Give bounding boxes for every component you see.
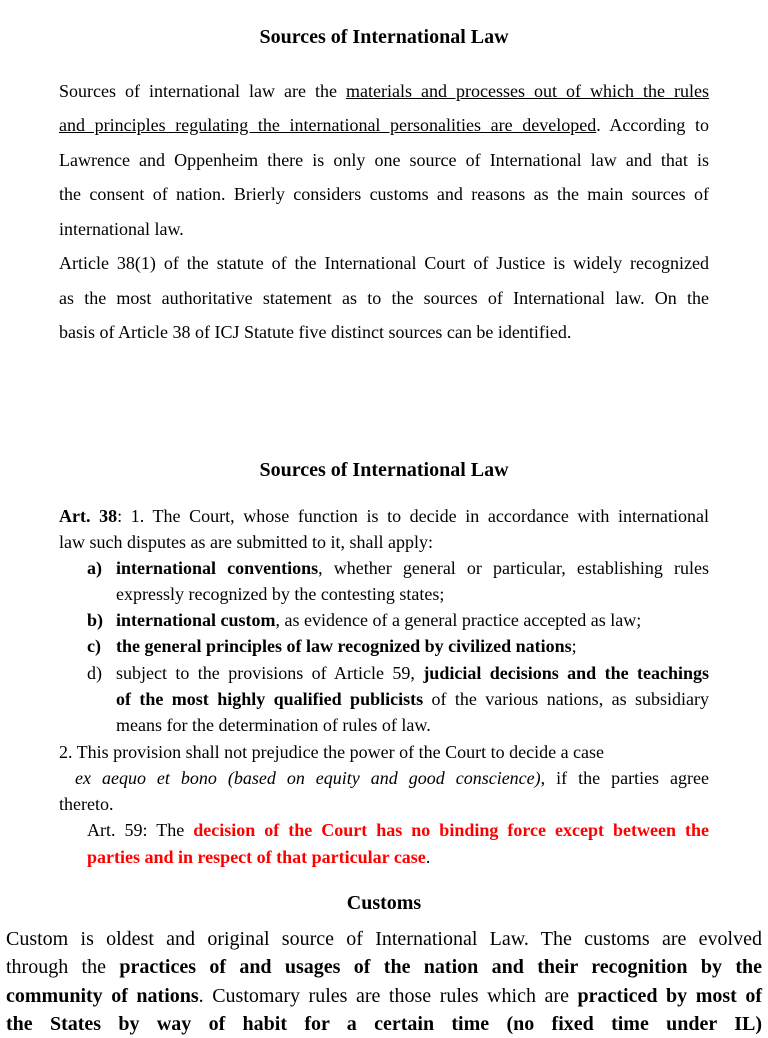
s1-p1-text-2: . According to bbox=[596, 115, 709, 135]
art38-para2-line2 bbox=[59, 767, 709, 789]
section3-title: Customs bbox=[346, 892, 422, 914]
art59-end: . bbox=[425, 847, 431, 867]
art38-para2-line3: thereto. bbox=[59, 794, 114, 814]
list-item-c bbox=[116, 635, 709, 657]
art59-line2 bbox=[87, 846, 709, 868]
list-item-d-term: judicial decisions and the teachings bbox=[423, 663, 709, 683]
ex-aequo-et-bono: ex aequo et bono (based on equity and good conscience) bbox=[75, 768, 541, 788]
s1-p1-text: Sources of international law are the bbox=[59, 81, 346, 101]
art59-highlight-2: parties and in respect of that particular case bbox=[87, 847, 426, 867]
art38-line1 bbox=[59, 505, 709, 527]
customs-bold-3: practiced by most of bbox=[577, 985, 762, 1007]
art38-line2: law such disputes as are submitted to it, shall apply: bbox=[59, 532, 433, 552]
list-marker-b: b) bbox=[87, 610, 104, 630]
s1-p1-line2 bbox=[59, 111, 709, 139]
s1-p2-line3: basis of Article 38 of ICJ Statute five distinct sources can be identified. bbox=[59, 322, 572, 342]
list-item-a-line2: expressly recognized by the contesting states; bbox=[116, 584, 445, 604]
s1-p1-underlined: materials and processes out of which the rules bbox=[346, 81, 710, 101]
list-item-d-line3: means for the determination of rules of law. bbox=[116, 715, 431, 735]
list-item-d-text: subject to the provisions of Article 59, bbox=[116, 663, 424, 683]
art38-para2-text: , if the parties agree bbox=[540, 768, 710, 788]
art59-highlight: decision of the Court has no binding force except between the bbox=[193, 820, 709, 840]
customs-line2 bbox=[6, 953, 762, 981]
list-item-b-term: international custom bbox=[116, 610, 276, 630]
section1-title: Sources of International Law bbox=[259, 26, 509, 48]
customs-line4 bbox=[6, 1010, 762, 1038]
list-item-d-line2 bbox=[116, 688, 709, 710]
customs-bold: practices of and usages of the nation and their recognition by the bbox=[119, 956, 763, 978]
list-marker-c: c) bbox=[87, 636, 101, 656]
customs-text-2: . Customary rules are those rules which are bbox=[198, 985, 578, 1007]
s1-p1-line1 bbox=[59, 77, 709, 105]
section2-title: Sources of International Law bbox=[259, 459, 509, 481]
list-item-d-line1 bbox=[116, 662, 709, 684]
s1-p2-line1: Article 38(1) of the statute of the International Court of Justice is widely recognized bbox=[59, 253, 709, 273]
customs-text: through the bbox=[6, 956, 120, 978]
art38-para2-line1: 2. This provision shall not prejudice the power of the Court to decide a case bbox=[59, 742, 605, 762]
list-item-a-line1 bbox=[116, 557, 709, 579]
list-item-a-text: , whether general or particular, establishing rules bbox=[318, 558, 709, 578]
list-item-b bbox=[116, 609, 709, 631]
customs-bold-2: community of nations bbox=[6, 985, 199, 1007]
s1-p1-line5: international law. bbox=[59, 219, 184, 239]
art38-text: : 1. The Court, whose function is to decide in accordance with international bbox=[117, 506, 710, 526]
art38-label: Art. 38 bbox=[59, 506, 118, 526]
list-item-c-text: ; bbox=[571, 636, 577, 656]
art59-label: Art. 59: The bbox=[87, 820, 194, 840]
customs-bold-4: the States by way of habit for a certain time (no fixed time under IL) bbox=[6, 1013, 762, 1035]
customs-line3 bbox=[6, 982, 762, 1010]
list-item-c-term: the general principles of law recognized by civilized nations bbox=[116, 636, 572, 656]
list-item-a-term: international conventions bbox=[116, 558, 319, 578]
list-item-d-text-2: of the various nations, as subsidiary bbox=[423, 689, 709, 709]
list-marker-d: d) bbox=[87, 663, 102, 683]
s1-p1-line4: the consent of nation. Brierly considers customs and reasons as the main sources of bbox=[59, 184, 709, 204]
list-item-d-term-2: of the most highly qualified publicists bbox=[116, 689, 424, 709]
s1-p2-line2: as the most authoritative statement as to the sources of International law. On the bbox=[59, 288, 709, 308]
s1-p1-underlined-2: and principles regulating the international personalities are developed bbox=[59, 115, 597, 135]
list-marker-a: a) bbox=[87, 558, 102, 578]
list-item-b-text: , as evidence of a general practice accepted as law; bbox=[275, 610, 642, 630]
s1-p1-line3: Lawrence and Oppenheim there is only one source of International law and that is bbox=[59, 150, 709, 170]
customs-line1: Custom is oldest and original source of International Law. The customs are evolved bbox=[6, 928, 762, 950]
art59-line1 bbox=[87, 819, 709, 841]
